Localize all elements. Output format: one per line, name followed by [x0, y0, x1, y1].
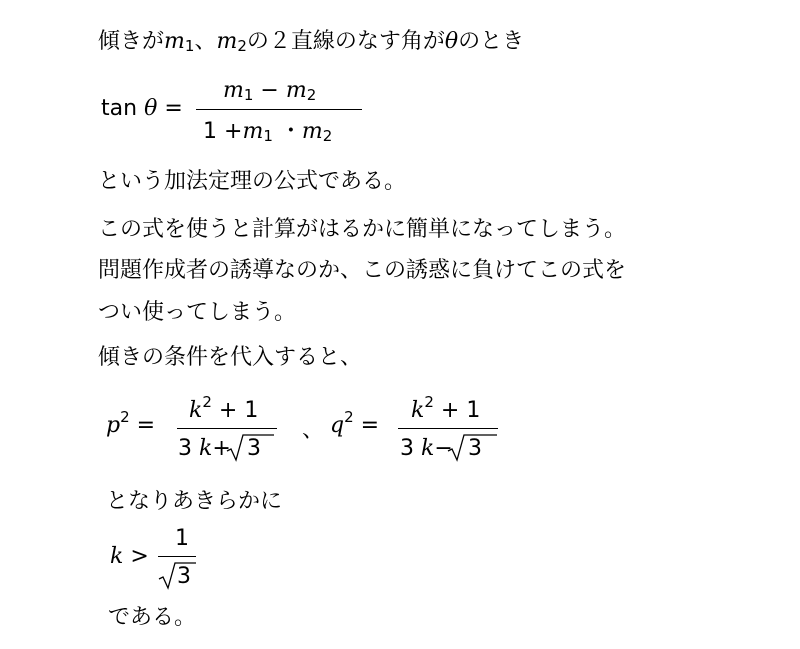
var-m: m: [223, 78, 244, 103]
numerator: 1: [175, 526, 189, 551]
subscript-2: 2: [322, 127, 333, 145]
three: 3: [400, 436, 414, 461]
radicand: 3: [468, 436, 482, 461]
q-numerator: [411, 393, 481, 423]
plus-one: + 1: [440, 398, 481, 423]
q-squared: [330, 408, 380, 438]
three: 3: [178, 436, 192, 461]
text-segment: の２直線のなす角が: [246, 29, 445, 54]
minus-sign: −: [434, 436, 453, 461]
fraction-bar: [177, 428, 277, 429]
text-line: である。: [108, 605, 197, 630]
text-line: この式を使うと計算がはるかに簡単になってしまう。: [98, 217, 627, 242]
text-segment: 傾きが: [98, 29, 165, 54]
var-k: k: [421, 436, 435, 461]
var-m: m: [164, 29, 185, 54]
text-line: つい使ってしまう。: [98, 300, 297, 325]
var-k: k: [199, 436, 213, 461]
denominator: [203, 121, 332, 143]
var-p: p: [106, 413, 121, 438]
exponent-2: 2: [344, 408, 354, 426]
var-k: k: [411, 398, 425, 423]
equals-sign: =: [360, 413, 380, 438]
fraction-bar: [398, 428, 498, 429]
subscript-2: 2: [237, 37, 247, 55]
plus-one: + 1: [218, 398, 259, 423]
subscript-1: 1: [263, 127, 273, 145]
text-segment: 、: [194, 29, 217, 54]
subscript-1: 1: [184, 37, 195, 55]
condition-line: [98, 31, 524, 53]
plus-sign: +: [224, 119, 243, 144]
one: 1: [203, 119, 217, 144]
p-numerator: [189, 393, 259, 423]
var-m: m: [285, 78, 307, 103]
text-segment: のとき: [458, 29, 525, 54]
inequality-lhs: [110, 546, 149, 568]
formula-lhs: [101, 98, 183, 120]
var-k: k: [110, 544, 124, 569]
fraction-bar: [196, 109, 362, 110]
exponent-2: 2: [202, 393, 212, 411]
minus-sign: −: [260, 78, 279, 103]
equals-sign: =: [136, 413, 156, 438]
p-squared: [106, 408, 156, 438]
dot-operator: ・: [279, 119, 302, 144]
var-q: q: [330, 413, 345, 438]
var-theta: θ: [444, 29, 459, 54]
p-denominator: [178, 438, 231, 460]
var-m: m: [301, 119, 323, 144]
text-line: となりあきらかに: [106, 489, 283, 514]
numerator: [223, 80, 316, 102]
equals-sign: =: [164, 96, 183, 121]
var-k: k: [189, 398, 203, 423]
exponent-2: 2: [120, 408, 130, 426]
greater-than-sign: >: [130, 544, 149, 569]
exponent-2: 2: [424, 393, 434, 411]
text-line: 傾きの条件を代入すると、: [98, 345, 363, 370]
subscript-2: 2: [306, 86, 317, 104]
subscript-1: 1: [243, 86, 254, 104]
fraction-bar: [158, 556, 196, 557]
plus-sign: +: [212, 436, 231, 461]
radicand: 3: [177, 564, 191, 589]
text-line: 問題作成者の誘導なのか、この誘惑に負けてこの式を: [98, 258, 627, 283]
separator-comma: 、: [302, 418, 325, 443]
var-theta: θ: [144, 96, 158, 121]
radicand: 3: [247, 436, 261, 461]
var-m: m: [242, 119, 264, 144]
tan-label: tan: [101, 96, 138, 121]
q-denominator: [400, 438, 453, 460]
var-m: m: [216, 29, 238, 54]
text-line: という加法定理の公式である。: [98, 169, 407, 194]
